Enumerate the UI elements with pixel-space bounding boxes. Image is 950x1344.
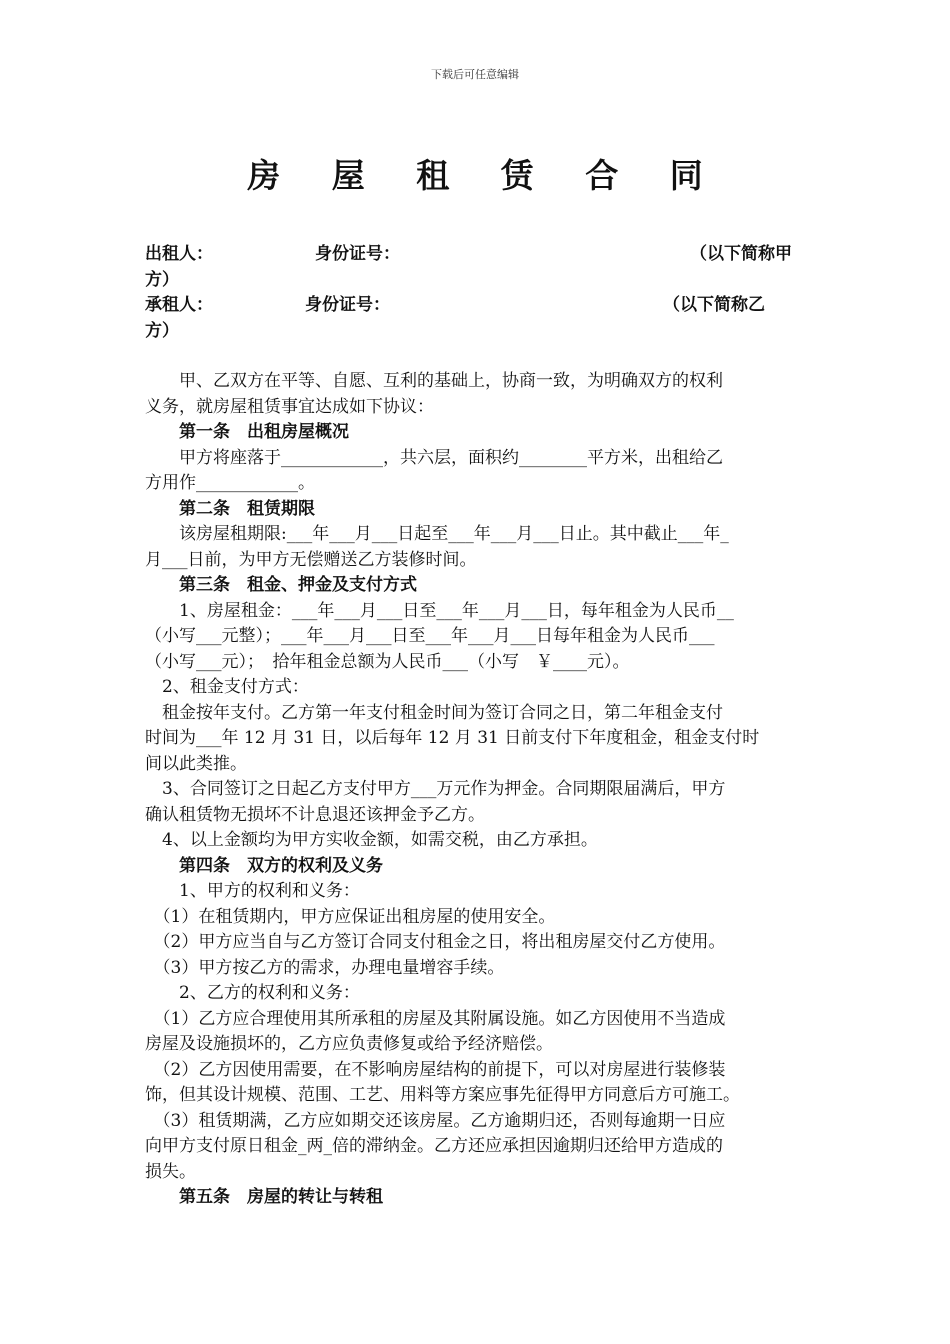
lessor-suffix: （以下简称甲 <box>690 244 792 264</box>
body-line: （1）乙方应合理使用其所承租的房屋及其附属设施。如乙方因使用不当造成 <box>145 1008 726 1029</box>
body-line: 甲、乙双方在平等、自愿、互利的基础上，协商一致，为明确双方的权利 <box>145 371 723 391</box>
body-line: 义务，就房屋租赁事宜达成如下协议： <box>145 396 434 417</box>
lessor-suffix-end: 方） <box>145 269 179 290</box>
lessor-line-wrap <box>145 268 807 294</box>
body-line: 2、乙方的权利和义务： <box>145 983 360 1003</box>
body-line: （2）甲方应当自与乙方签订合同支付租金之日，将出租房屋交付乙方使用。 <box>145 932 726 952</box>
clause-heading: 第四条 双方的权利及义务 <box>145 855 383 876</box>
lessee-line <box>145 293 807 319</box>
body-line: （1）在租赁期内，甲方应保证出租房屋的使用安全。 <box>145 906 556 927</box>
lessee-suffix-end: 方） <box>145 320 179 341</box>
body-line: 甲方将座落于____________，共六层，面积约________平方米，出租给乙 <box>145 447 723 468</box>
clause-heading: 第三条 租金、押金及支付方式 <box>145 575 417 595</box>
lessee-suffix: （以下简称乙 <box>663 295 765 315</box>
lessor-line <box>145 242 807 268</box>
lessee-id-label: 身份证号： <box>305 295 390 315</box>
body-line: 时间为___年 12 月 31 日，以后每年 12 月 31 日前支付下年度租金，租金支付时 <box>145 728 760 748</box>
body-line: 损失。 <box>145 1161 196 1182</box>
lessee-label: 承租人： <box>145 295 213 315</box>
clause-heading: 第五条 房屋的转让与转租 <box>145 1187 383 1207</box>
body-line: 房屋及设施损坏的，乙方应负责修复或给予经济赔偿。 <box>145 1034 553 1054</box>
spacer <box>145 344 807 369</box>
lessee-line-wrap <box>145 319 807 345</box>
body-line: 租金按年支付。乙方第一年支付租金时间为签订合同之日，第二年租金支付 <box>145 702 723 723</box>
clause-heading: 第一条 出租房屋概况 <box>145 422 349 442</box>
body-line: 1、房屋租金：___年___月___日至___年___月___日，每年租金为人民币__ <box>145 600 734 621</box>
body-line: （3）甲方按乙方的需求，办理电量增容手续。 <box>145 957 505 978</box>
body-line: （3）租赁期满，乙方应如期交还该房屋。乙方逾期归还，否则每逾期一日应 <box>145 1110 726 1131</box>
body-line: 间以此类推。 <box>145 753 247 774</box>
document-title: 房 屋 租 赁 合 同 <box>247 156 723 195</box>
body-line: 方用作____________。 <box>145 473 315 493</box>
body-line: 确认租赁物无损坏不计息退还该押金予乙方。 <box>145 804 485 825</box>
body-line: 2、租金支付方式： <box>145 677 309 697</box>
contract-body <box>145 242 807 1211</box>
lessor-id-label: 身份证号： <box>315 244 400 264</box>
body-line: 该房屋租期限:___年___月___日起至___年___月___日止。其中截止___年_ <box>145 524 729 544</box>
body-line: （小写___元整）；___年___月___日至___年___月___日每年租金为人民币___ <box>145 626 715 646</box>
body-line: 1、甲方的权利和义务： <box>145 881 360 901</box>
body-line: 3、合同签订之日起乙方支付甲方___万元作为押金。合同期限届满后，甲方 <box>145 779 726 799</box>
body-line: 月___日前，为甲方无偿赠送乙方装修时间。 <box>145 549 477 570</box>
clause-lines <box>145 369 807 1211</box>
header-note: 下载后可任意编辑 <box>431 68 519 81</box>
clause-heading: 第二条 租赁期限 <box>145 498 315 519</box>
body-line: 4、以上金额均为甲方实收金额，如需交税，由乙方承担。 <box>145 830 598 850</box>
body-line: 饰，但其设计规模、范围、工艺、用料等方案应事先征得甲方同意后方可施工。 <box>145 1085 740 1105</box>
body-line: （2）乙方因使用需要，在不影响房屋结构的前提下，可以对房屋进行装修装 <box>145 1059 726 1080</box>
lessor-label: 出租人： <box>145 244 213 264</box>
body-line: 向甲方支付原日租金_两_倍的滞纳金。乙方还应承担因逾期归还给甲方造成的 <box>145 1136 723 1156</box>
body-line: （小写___元）； 拾年租金总额为人民币___（小写 ￥____元）。 <box>145 651 630 672</box>
